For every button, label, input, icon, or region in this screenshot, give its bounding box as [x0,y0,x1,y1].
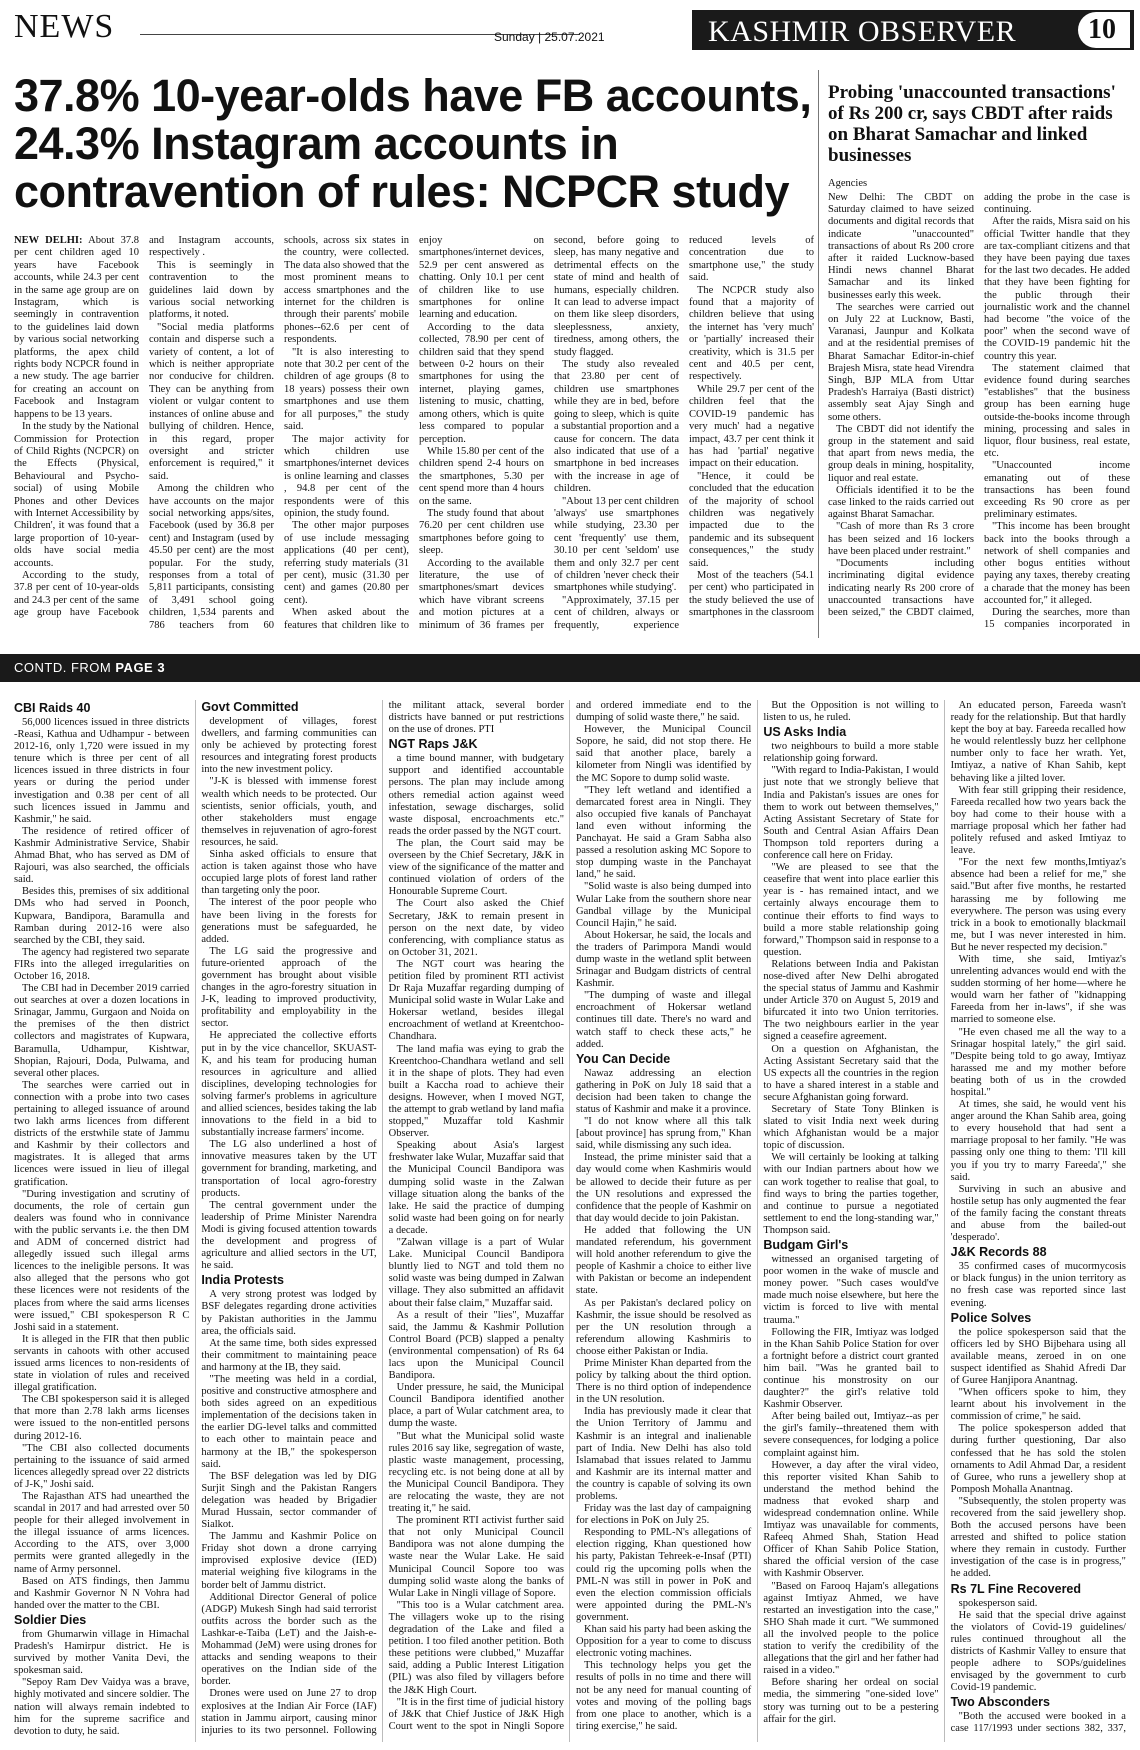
story-heading: NGT Raps J&K [388,737,478,752]
story-paragraph: "But what the Municipal solid waste rules 2016 say like, segregation of waste, plastic waste management, processing, recycling etc. is not being done at all by the Municipal Council Bandipora. They are relocating the waste, they are not treating it," he said. [388,1430,564,1515]
side-paragraph: The searches were carried out on July 22 at Lucknow, Basti, Varanasi, Jaunpur and Kolkata and at the residential premises of Bharat Samachar Editor-in-chief Brajesh Misra, state head Virendra Singh, BJP MLA from Uttar Pradesh's Harraiya (Basti district) assembly seat Ajay Singh and some others. [828,301,974,423]
story-paragraph: Following the FIR, Imtiyaz was lodged in the Khan Sahib Police Station for over a fortnight before a district court granted him bail. "Was he granted bail to continue his monstrosity on our daughter?" the girl's relative told Kashmir Observer. [763,1326,939,1411]
story-paragraph: The plan, the Court said may be overseen by the Chief Secretary, J&K in view of the significance of the matter and continued violation of orders of the Honourable Supreme Court. [388,837,564,898]
story-heading: Police Solves [950,1310,1032,1325]
side-paragraph: Officials identified it to be the case linked to the raids carried out against Bharat Samachar. [828,484,974,521]
story-paragraph: Nawaz addressing an election gathering in PoK on July 18 said that a decision had been taken to change the status of Kashmir and make it a province. [575,1067,752,1115]
story-paragraph: "The CBI also collected documents pertaining to the issuance of said armed licences allegedly spread over 22 districts of J-K," Joshi said. [14,1442,190,1490]
lead-paragraph [419,508,544,558]
story-paragraph: "Based on Farooq Hajam's allegations against Imtiyaz Ahmed, we have restarted an investigation into the case," SHO Shah made it curt. "We summoned all the involved people to the police station to verify the credibility of the allegations that the girl and her father had raised in a video." [763,1580,939,1677]
story-paragraph: "J-K is blessed with immense forest wealth which needs to be protected. Our scientists, senior officials, youth, and other stakeholders must engage themselves in rejuvenation of agro-forest resources, he said. [201,776,377,848]
story-paragraph: Sinha asked officials to ensure that action is taken against those who have occupied large plots of forest land rather than targeting only the poor. [201,849,377,897]
story-paragraph: The NGT court was hearing the petition filed by prominent RTI activist Dr Raja Muzaffar regarding dumping of Municipal solid waste in Wular Lake and Hokersar wetland, besides illegal encroachment of wetland at Kreentchoo-Chandhara. [388,958,564,1043]
story-paragraph: a time bound manner, with budgetary support and identified accountable persons. The plan may include among others remedial action against weed infestation, sewage discharges, solid waste disposal, encroachments etc." reads the order passed by the NGT court. [388,753,564,837]
story-heading: Two Absconders [950,1695,1050,1710]
story-paragraph: A very strong protest was lodged by BSF delegates regarding drone activities by Pakistan authorities in the Jammu area, the officials said. [201,1289,377,1337]
story-paragraph: "During investigation and scrutiny of documents, the role of certain gun dealers was found who in connivance with the public servants i.e. the then DM and ADM of concerned district had allegedly issued such illegal arms licences to the ineligible persons. It was also alleged that the persons who got these licences were not residents of the places from where the said arms licenses were issued," CBI spokesperson R C Joshi said in a statement. [14,1188,190,1333]
story-paragraph: spokesperson said. [958,1597,1038,1609]
story-paragraph: The CBI had in December 2019 carried out searches at over a dozen locations in Srinagar, Jammu, Gurgaon and Noida on the premises of the then district collectors and magistrates of Kupwara, Baramulla, Udhampur, Kishtwar, Shopian, Rajouri, Doda, Pulwama, and several other places. [14,983,190,1079]
column-divider [818,70,819,638]
continued-page: PAGE 3 [115,660,166,675]
lead-paragraph [149,322,274,483]
side-paragraph: "Documents including incriminating digital evidence indicating nearly Rs 200 crore of unaccounted transactions have been seized," the CBDT claimed, adding the probe in the case is continuing. [828,192,1130,618]
story-paragraph: He said that the special drive against the violators of Covid-19 guidelines/ rules continued throughout all the districts of Kashmir Valley to ensure that people adhere to SOPs/guidelines envisaged by the government to curb Covid-19 pandemic. [950,1609,1126,1694]
side-paragraph: "Cash of more than Rs 3 crore has been seized and 16 lockers have been placed under restraint." [828,521,974,557]
paragraph-text: Among the children who have accounts on the major social networking apps/sites, Facebook (used by 36.8 per cent) and Instagram (used by 45.50 per cent) are the most popular. For the study, responses from a total of 5,811 participants, consisting of 3,491 school going children, 1,534 parents and 786 teachers from 60 schools, across six states in the country, were collected. The data also showed that the most prominent means to access smartphones and the internet for the children is through their parents' mobile phones--62.6 per cent of respondents. [149,235,409,631]
paragraph-text: The other major purposes of use include messaging applications (40 per cent), referring study materials (31 per cent), music (31.30 per cent) and games (20.80 per cent). [284,520,409,606]
story-paragraph: At the same time, both sides expressed their commitment to maintaining peace and harmony at the IB, they said. [201,1337,377,1373]
story-paragraph: "Sepoy Ram Dev Vaidya was a brave, highly motivated and sincere soldier. The nation will always remain indebted to him for the supreme sacrifice and devotion to duty, he said. [14,1677,190,1737]
story-paragraph: "For the next few months,Imtiyaz's absence had been a relief for me," she said."But after five months, he restarted harassing me by following me everywhere. The person was using every trick in a book to emotionally blackmail me, but I was never interested in him. But he never respected my decision." [950,857,1126,953]
brand-title: KASHMIR OBSERVER [708,15,1017,48]
story-paragraph: Speaking about Asia's largest freshwater lake Wular, Muzaffar said that the Municipal Council Bandipora was dumping solid waste in the Zalwan village situation along the banks of the lake. He said the practice of dumping solid waste had been going on for nearly a decade. [388,1140,564,1236]
story-paragraph: As per Pakistan's declared policy on Kashmir, the issue should be resolved as per the UN resolution through a referendum allowing Kashmiris to choose either Pakistan or India. [575,1297,752,1357]
story-paragraph: 35 confirmed cases of mucormycosis or black fungus) in the union territory as no fresh case was reported since last evening. [950,1261,1126,1309]
paragraph-text: While 15.80 per cent of the children spend 2-4 hours on the smartphones, 5.30 per cent spend more than 4 hours on the same. [419,445,544,507]
story-paragraph: Secretary of State Tony Blinken is slated to visit India next week during which Afghanistan would be a major topic of discussion. [763,1104,939,1152]
lead-paragraph [284,347,409,434]
story-paragraph: "Zalwan village is a part of Wular Lake. Municipal Council Bandipora bluntly lied to NGT and told them no solid waste was being dumped in Zalwan village. They also submitted an affidavit about their false claim," Muzaffar said. [388,1237,564,1309]
story-paragraph: from Ghumarwin village in Himachal Pradesh's Hamirpur district. He is survived by mother Vanita Devi, the spokesman said. [14,1628,190,1677]
story-paragraph: After being bailed out, Imtiyaz--as per the girl's family--threatened them with severe consequences, for lodging a police complaint against him. [763,1411,939,1459]
side-paragraph: After the raids, Misra said on his official Twitter handle that they are tax-compliant citizens and that they have been paying due taxes for the last two decades. He added that they have been fighting for the public through their journalistic work and the channel had become "the voice of the poor" when the second wave of the COVID-19 pandemic hit the country this year. [984,216,1130,362]
paragraph-text: The study also revealed that 23.80 per cent of children use smartphones while they are in bed, before going to sleep, which is quite a substantial proportion and a cause for concern. The data also indicated that use of a smartphone in bed increases with the increase in age of children. [554,359,679,495]
issue-date: Sunday | 25.07.2021 [494,30,605,44]
story-paragraph: "This too is a Wular catchment area. The villagers woke up to the rising degradation of the Lake and filed a petition. I too filed another petition. Both these petitions were clubbed," Muzaffar said, adding a Public Interest Litigation (PIL) was also filed by villagers before the J&K High Court. [388,1599,564,1696]
paragraph-text: According to the data collected, 78.90 per cent of children said that they spend between 0-2 hours on their smartphones for using the internet, playing games, listening to music, chatting, among others, which is quite less compared to popular perception. [419,321,544,445]
story-paragraph: "It is in the first time of judicial history of J&K that Chief Justice of J&K High Court went to the spot in Ningli Sopore and ordered immediate end to the dumping of solid waste there," he said. [388,700,752,1732]
story-paragraph: The LG said the progressive and future-oriented approach of the government has brought about visible changes in the agro-forestry situation in J-K, leading to improved productivity, profitability and employability in the sector. [201,945,377,1030]
lead-paragraph [149,260,274,322]
masthead [0,0,1140,60]
story-heading: US Asks India [763,725,847,740]
story-heading: Budgam Girl's [763,1238,849,1253]
paragraph-text: According to the study, 37.8 per cent of 10-year-olds and 24.3 per cent of the same age group have Facebook and Instagram accounts, respectively . [14,235,274,619]
lead-paragraph [284,520,409,607]
story-paragraph: With fear still gripping their residence, Fareeda recalled how two years back the boy had come to their house with a marriage proposal which her father had politely refused and asked Imtiyaz to leave. [950,784,1126,857]
side-paragraph: During the searches, more than 15 companies incorporated in [984,606,1130,631]
side-paragraph: "Unaccounted income emanating out of these transactions has been found exceeding Rs 90 crore as per preliminary estimates. [984,460,1130,521]
story-paragraph: It is alleged in the FIR that then public servants in cahoots with other accused issued arms licences to non-residents of state in violation of rules and received illegal gratification. [14,1333,190,1394]
paragraph-text: "Social media platforms contain and disperse such a variety of content, a lot of which is neither appropriate nor conducive for children. They can be anything from violent or vulgar content to instances of online abuse and bullying of children. Hence, in this regard, proper oversight and stricter enforcement is required," it said. [149,321,274,482]
story-heading: Soldier Dies [14,1612,87,1627]
paragraph-text: Most of the teachers (54.1 per cent) who participated in the study believed the use of smartphones in the classroom [689,569,814,619]
story-paragraph: "He even chased me all the way to a Srinagar hospital lately," the girl said. "Despite being told to go away, Imtiyaz harassed me and my mother before beating both of us in the crowded hospital." [950,1026,1126,1098]
paragraph-text: According to the available literature, the use of smartphones/smart devices which have vibrant screens and motion pictures at a minimum of 36 frames per second, before going to sleep, has many negative and detrimental effects on the state of mind and health of humans, especially children. It can lead to adverse impact on them like sleep disorders, sleeplessness, anxiety, tiredness, among others, the study flagged. [419,235,679,631]
story-paragraph: Additional Director General of police (ADGP) Mukesh Singh had said terrorist outfits across the border such as the Lashkar-e-Taiba (LeT) and the Jaish-e-Mohammad (JeM) were using drones for attacks and sending weapons to their operatives on the Indian side of the border. [201,1591,377,1688]
story-paragraph: development of villages, forest dwellers, and farming communities can only be achieved by protecting forest resources and integrating forest products into the new investment policy. [201,716,377,776]
paragraph-text: "About 13 per cent children 'always' use smartphones while studying, 23.30 per cent 'frequently' use them, 30.10 per cent 'seldom' use them and only 32.7 per cent of children 'never check their smartphones while studying'. [554,495,679,594]
story-paragraph: The Rajasthan ATS had unearthed the scandal in 2017 and had arrested over 50 people for their alleged involvement in the illegal issuance of arms licences. According to the ATS, over 3,000 permits were granted allegedly in the name of Army personnel. [14,1491,190,1575]
story-paragraph: As a result of their "lies", Muzaffar said, the Jammu & Kashmir Pollution Control Board (PCB) slapped a penalty (environmental compensation) of Rs 64 lacs upon the Municipal Council Bandipora. [388,1309,564,1382]
story-paragraph: The CBI spokesperson said it is alleged that more than 2.78 lakh arms licenses were issued to the non-entitled persons during 2012-16. [14,1394,190,1442]
paragraph-text: This is seemingly in contravention to the guidelines laid down by various social networking platforms, it noted. [149,259,274,321]
paragraph-text: The NCPCR study also found that a majority of children believe that using the internet has 'very much' or 'partially' increased their creativity, which is 31.5 per cent and 40.5 per cent, respectively. [689,284,814,383]
story-paragraph: "Solid waste is also being dumped into Wular Lake from the southern shore near Gandbal village by the Municipal Council Hajin," he said. [575,881,752,929]
story-paragraph: "Subsequently, the stolen property was recovered from the said jewellery shop. Both the accused persons have been arrested and shifted to police station where they remain in custody. Further investigation of the case is in progress," he added. [950,1495,1126,1580]
story-paragraph: The BSF delegation was led by DIG Surjit Singh and the Pakistan Rangers delegation was headed by Brigadier Murad Hussain, sector commander of Sialkot. [201,1470,377,1531]
story-paragraph: Instead, the prime minister said that a day would come when Kashmiris would be allowed to decide their future as per the UN resolutions and expressed the confidence that the people of Kashmir on that day would decide to join Pakistan. [575,1152,752,1224]
story-paragraph: The Court also asked the Chief Secretary, J&K to remain present in person on the next date, by video conferencing, with compliance status as on October 31, 2021. [388,898,564,958]
story-paragraph: Surviving in such an abusive and hostile setup has only augmented the fear of the family facing the constant threats and abuse from the bailed-out 'desperado'. [950,1183,1126,1244]
story-paragraph: "They left wetland and identified a demarcated forest area in Ningli. They also occupied five kanals of Panchayat land even without informing the Panchayat. He said a Gram Sabha also passed a resolution asking MC Sopore to stop dumping waste in the Panchayat land," he said. [575,784,752,881]
side-paragraph: "This income has been brought back into the books through a network of shell companies and other bogus entities without paying any taxes, thereby creating a charade that the money has been accounted for," it alleged. [984,521,1130,606]
story-paragraph: Responding to PML-N's allegations of election rigging, Khan questioned how his party, Pakistan Tehreek-e-Insaf (PTI) could rig the upcoming polls when the PML-N was still in power in PoK and even the election commission officials were appointed during the PML-N's government. [575,1527,752,1623]
story-paragraph: Relations between India and Pakistan nose-dived after New Delhi abrogated the special status of Jammu and Kashmir under Article 370 on August 5, 2019 and bifurcated it into two Union territories. The two neighbours earlier in the year signed a ceasefire agreement. [763,958,939,1043]
section-name: NEWS [14,8,115,45]
story-paragraph: The residence of retired officer of Kashmir Administrative Service, Shabir Ahmad Bhat, who has served as DM of Rajouri, was also searched, the officials said. [14,825,190,886]
continued-banner [0,654,1140,682]
story-paragraph: Friday was the last day of campaigning for elections in PoK on July 25. [575,1503,752,1527]
lead-paragraph [14,421,139,570]
story-paragraph: witnessed an organised targeting of poor women in the wake of muscle and money power. "Such cases would've made much noise elsewhere, but here the victim is forced to live with mental trauma." [763,1254,939,1326]
side-paragraph: The CBDT did not identify the group in the statement and said that apart from news media, the group deals in mining, hospitality, liquor and real estate. [828,423,974,484]
story-paragraph: The searches were carried out in connection with a probe into two cases pertaining to alleged issuance of around two lakh arms licences from different districts of the erstwhile state of Jammu and Kashmir by their collectors and magistrates. It is alleged that arms licences were issued in lieu of illegal gratification. [14,1079,190,1188]
story-paragraph: The Jammu and Kashmir Police on Friday shot down a drone carrying improvised explosive device (IED) material weighing five kilograms in the border belt of Jammu district. [201,1531,377,1591]
paragraph-text: In the study by the National Commission for Protection of Child Rights (NCPCR) on the Effects (Physical, Behavioural and Psycho-social) of using Mobile Phones and other Devices with Internet Accessibility by Children', it was found that a large proportion of 10-year-olds have social media accounts. [14,421,139,569]
story-heading: You Can Decide [575,1051,671,1066]
story-paragraph: On a question on Afghanistan, the Acting Assistant Secretary said that the US expects all the countries in the region to have a shared interest in a stable and secure Afghanistan going forward. [763,1043,939,1103]
continued-stories [14,700,1126,1742]
story-heading: India Protests [201,1273,284,1288]
paragraph-text: About 37.8 per cent children aged 10 years have Facebook accounts, while 24.3 per cent in the same age group are on Instagram, which is seemingly in contravention to the guidelines laid down by various social networking platforms, the apex child rights body NCPCR found in a new study. The age barrier for creating an account on Facebook and Instagram happens to be 13 years. [14,235,139,420]
story-paragraph: The police spokesperson added that during further questioning, Dar also confessed that he has sold the stolen ornaments to Adil Ahmad Dar, a resident of Guree, who runs a jewellery shop at Pomposh Mohalla Anantnag. [950,1423,1126,1495]
story-paragraph: "The dumping of waste and illegal encroachment of Hokersar wetland continues till date. There's no ward and watch staff to check these acts," he added. [575,990,752,1050]
story-heading: J&K Records 88 [950,1245,1047,1260]
story-paragraph: However, the Municipal Council Sopore, he said, did not stop there. He said that another place, barely a kilometer from Ningli was identified by the MC Sopore to dump solid waste. [575,724,752,784]
story-paragraph: This technology helps you get the results of polls in no time and there will not be any need for manual counting of votes and moving of the polling bags from one place to another, which is a tiring exercise," he said. [575,1660,752,1732]
lead-paragraph [419,446,544,508]
story-heading: CBI Raids 40 [14,701,91,715]
story-heading: Govt Committed [201,700,299,714]
story-paragraph: The interest of the poor people who have been living in the forests for generations must be safeguarded, he added. [201,897,377,945]
brand-banner [692,10,1134,50]
lead-paragraph [689,471,814,570]
lead-story-body [14,235,814,635]
paragraph-text: While 29.7 per cent of the children feel that the COVID-19 pandemic has very much' had a negative impact, 43.7 per cent think it has had 'partial' negative impact on their education. [689,383,814,470]
paragraph-text: "Hence, it could be concluded that the education of the majority of school children was negatively impacted due to the pandemic and its subsequent consequences," the study said. [689,470,814,569]
story-paragraph: "We are pleased to see that the ceasefire that went into place earlier this year is - has remained intact, and we certainly always encourage them to continue their efforts to find ways to build a more stable relationship going forward," Thompson said in response to a question. [763,862,939,958]
story-paragraph: "I do not know where all this talk [about province] has sprung from," Khan said, while dismissing any such idea. [575,1116,752,1152]
continued-from-label: CONTD. FROM [14,660,112,675]
lead-paragraph [689,285,814,384]
story-paragraph: About Hokersar, he said, the locals and the traders of Parimpora Mandi would dump waste in the wetland split between Srinagar and Budgam districts of central Kashmir. [575,929,752,990]
story-paragraph: However, a day after the viral video, this reporter visited Khan Sahib to understand the method behind the madness that evoked sharp and widespread condemnation online. While Imtiyaz was unavailable for comments, Rafeeq Ahmed Shah, Station Head Officer of Khan Sahib Police Station, shared the official version of the case with Kashmir Observer. [763,1459,939,1580]
story-paragraph: The LG also underlined a host of innovative measures taken by the UT government for branding, marketing, and transportation of local agro-forestry products. [201,1139,377,1199]
side-headline: Probing 'unaccounted transactions' of Rs 200 cr, says CBDT after raids on Bharat Samachar and linked businesses [828,82,1116,166]
story-paragraph: "Both the accused were booked in a case 117/1993 under sections 382, 337, [950,1711,1126,1735]
story-paragraph: two neighbours to build a more stable relationship going forward. [763,741,939,765]
story-paragraph: Besides this, premises of six additional DMs who had served in Poonch, Kupwara, Bandipora, Baramulla and Ramban during 2012-16 were also searched by the CBI, they said. [14,886,190,946]
story-paragraph: Khan said his party had been asking the Opposition for a year to come to discuss electronic voting machines. [575,1624,752,1660]
story-paragraph: At times, she said, he would vent his anger around the Khan Sahib area, going to every household that had sent a marriage proposal to her family. "He was passing only one thing to them: 'I'll kill you if you try to marry Fareeda'," she said. [950,1099,1126,1183]
side-paragraph: The statement claimed that evidence found during searches "establishes" that the business group has been earning huge outside-the-books income through mining, processing and sales in liquor, flour business, real estate, etc. [984,362,1130,460]
story-paragraph: Based on ATS findings, then Jammu and Kashmir Governor N N Vohra had handed over the matter to the CBI. [14,1575,190,1611]
continued-label [14,660,165,675]
lead-paragraph [284,434,409,521]
story-paragraph: He appreciated the collective efforts put in by the vice chancellor, SKUAST-K, and his team for producing human resources in agriculture and allied disciplines, developing technologies for solving farmer's problems in agriculture and allied sciences, besides taking the lab innovations to the field in a bid to substantially increase farmers' income. [201,1030,377,1139]
story-paragraph: "The meeting was held in a cordial, positive and constructive atmosphere and both sides agreed on an expeditious implementation of the decisions taken in the earlier DG-level talks and committed to each other to maintain peace and harmony at the IB," the spokesperson said. [201,1373,377,1470]
story-paragraph: India has previously made it clear that the Union Territory of Jammu and Kashmir is an integral and inalienable part of India. New Delhi has also told Islamabad that issues related to Jammu and Kashmir are its internal matter and the country is capable of solving its own problems. [575,1406,752,1502]
side-byline: Agencies [828,178,868,189]
lead-paragraph [14,235,139,421]
story-paragraph: Drones were used on June 27 to drop explosives at the Indian Air Force (IAF) station in Jammu airport, causing minor injuries to its two personnel. Following the militant attack, several border districts have banned or put restrictions on the use of drones. PTI [201,700,564,1736]
lead-paragraph [554,496,679,595]
paragraph-text: The major activity for which children use smartphones/internet devices is online learning and classes , 94.8 per cent of the respondents were of this opinion, the study found. [284,433,409,519]
lead-paragraph [554,359,679,495]
story-paragraph: "With regard to India-Pakistan, I would just note that we strongly believe that India and Pakistan's issues are ones for them to work out between themselves," Acting Assistant Secretary of State for South and Central Asian Affairs Dean Thompson told reporters during a conference call here on Friday. [763,765,939,862]
story-paragraph: He added that following the UN mandated referendum, his government will hold another referendum to give the people of Kashmir a choice to either live with Pakistan or become an independent state. [575,1224,752,1297]
story-paragraph: The land mafia was eying to grab the Kreentchoo-Chandhara wetland and sell it in the shape of plots. They had even built a Kaccha road to achieve their designs. However, when I moved NGT, the attempt to grab wetland by land mafia stopped," Muzaffar told Kashmir Observer. [388,1043,564,1140]
story-paragraph: The central government under the leadership of Prime Minister Narendra Modi is giving focused attention towards the development and progress of agriculture and allied sectors in the UT, he said. [201,1199,377,1272]
story-paragraph: Under pressure, he said, the Municipal Council Bandipora identified another place, a part of Wular catchment area, to dump the waste. [388,1382,564,1430]
lead-paragraph [689,384,814,471]
side-paragraph: New Delhi: The CBDT on Saturday claimed to have seized documents and digital records that indicate "unaccounted" transactions of about Rs 200 crore after it raided Lucknow-based Hindi news channel Bharat Samachar and its linked businesses early this week. [828,192,974,301]
story-paragraph: We will certainly be looking at talking with our Indian partners about how we can work together to realise that goal, to find ways to bring the parties together, and continue to pursue a negotiated settlement to end the long-standing war," Thompson said. [763,1152,939,1236]
lead-headline: 37.8% 10-year-olds have FB accounts, 24.3% Instagram accounts in contravention of rules: NCPCR study [14,70,812,217]
lead-paragraph [419,322,544,446]
story-paragraph: Prime Minister Khan departed from the policy by talking about the third option. There is no third option of independence in the UN resolution. [575,1357,752,1406]
paragraph-text: "Approximately, 37.15 per cent of children, always or frequently, experience reduced levels of concentration due to smartphone use," the study said. [554,235,814,631]
paragraph-text: The study found that about 76.20 per cent children use smartphones before going to sleep. [419,507,544,557]
story-paragraph: The prominent RTI activist further said that not only Municipal Council Bandipora was not alone dumping the waste near the Wular Lake. He said Municipal Council Sopore too was dumping solid waste along the banks of Wular Lake in Ningli village of Sopore. [388,1515,564,1599]
story-paragraph: the police spokesperson said that the officers led by SHO Bijbehara using all available means, zeroed in on one suspect identified as Shahid Afredi Dar of Guree Hanjipora Anantnag. [950,1326,1126,1386]
story-heading: Rs 7L Fine Recovered [950,1581,1082,1596]
story-paragraph: But the Opposition is not willing to listen to us, he ruled. [763,700,939,724]
story-paragraph: The agency had registered two separate FIRs into the alleged irregularities on October 16, 2018. [14,946,190,982]
story-paragraph: 56,000 licences issued in three districts -Reasi, Kathua and Udhampur - between 2012-16, only 1,720 were issued in my tenure which is three per cent of all licences issued in three districts in four years or during the period under investigation and 0.38 per cent of all such licences issued in Jammu and Kashmir," he said. [14,717,190,825]
page-number: 10 [1088,14,1116,45]
paragraph-text: When asked about the features that children like to enjoy on smartphones/internet devices, 52.9 per cent answered as chatting. Only 10.1 per cent of children like to use smartphones for online learning and education. [284,235,544,631]
page-number-badge [1078,12,1130,48]
dateline: NEW DELHI: [14,235,83,246]
story-paragraph: "When officers spoke to him, they learnt about his involvement in the commission of crime," he said. [950,1387,1126,1423]
story-paragraph: An educated person, Fareeda wasn't ready for the relationship. But that hardly kept the boy at bay. Fareeda recalled how he would relentlessly buzz her cellphone number only to face her wrath. Yet, Imtiyaz, a native of Khan Sahib, kept behaving like a jilted lover. [950,700,1126,784]
story-paragraph: With time, she said, Imtiyaz's unrelenting advances would end with the sudden storming of her home—where he would warn her father of "kidnapping Fareeda from her in-laws", if she was married to someone else. [950,953,1126,1026]
story-paragraph: Before sharing her ordeal on social media, the simmering "one-sided love" story was turning out to be a pestering affair for the girl. [763,1677,939,1725]
paragraph-text: "It is also interesting to note that 30.2 per cent of the children of age groups (8 to 18 years) possess their own smartphones and use them for all purposes," the study said. [284,346,409,433]
side-story-body [828,192,1130,634]
